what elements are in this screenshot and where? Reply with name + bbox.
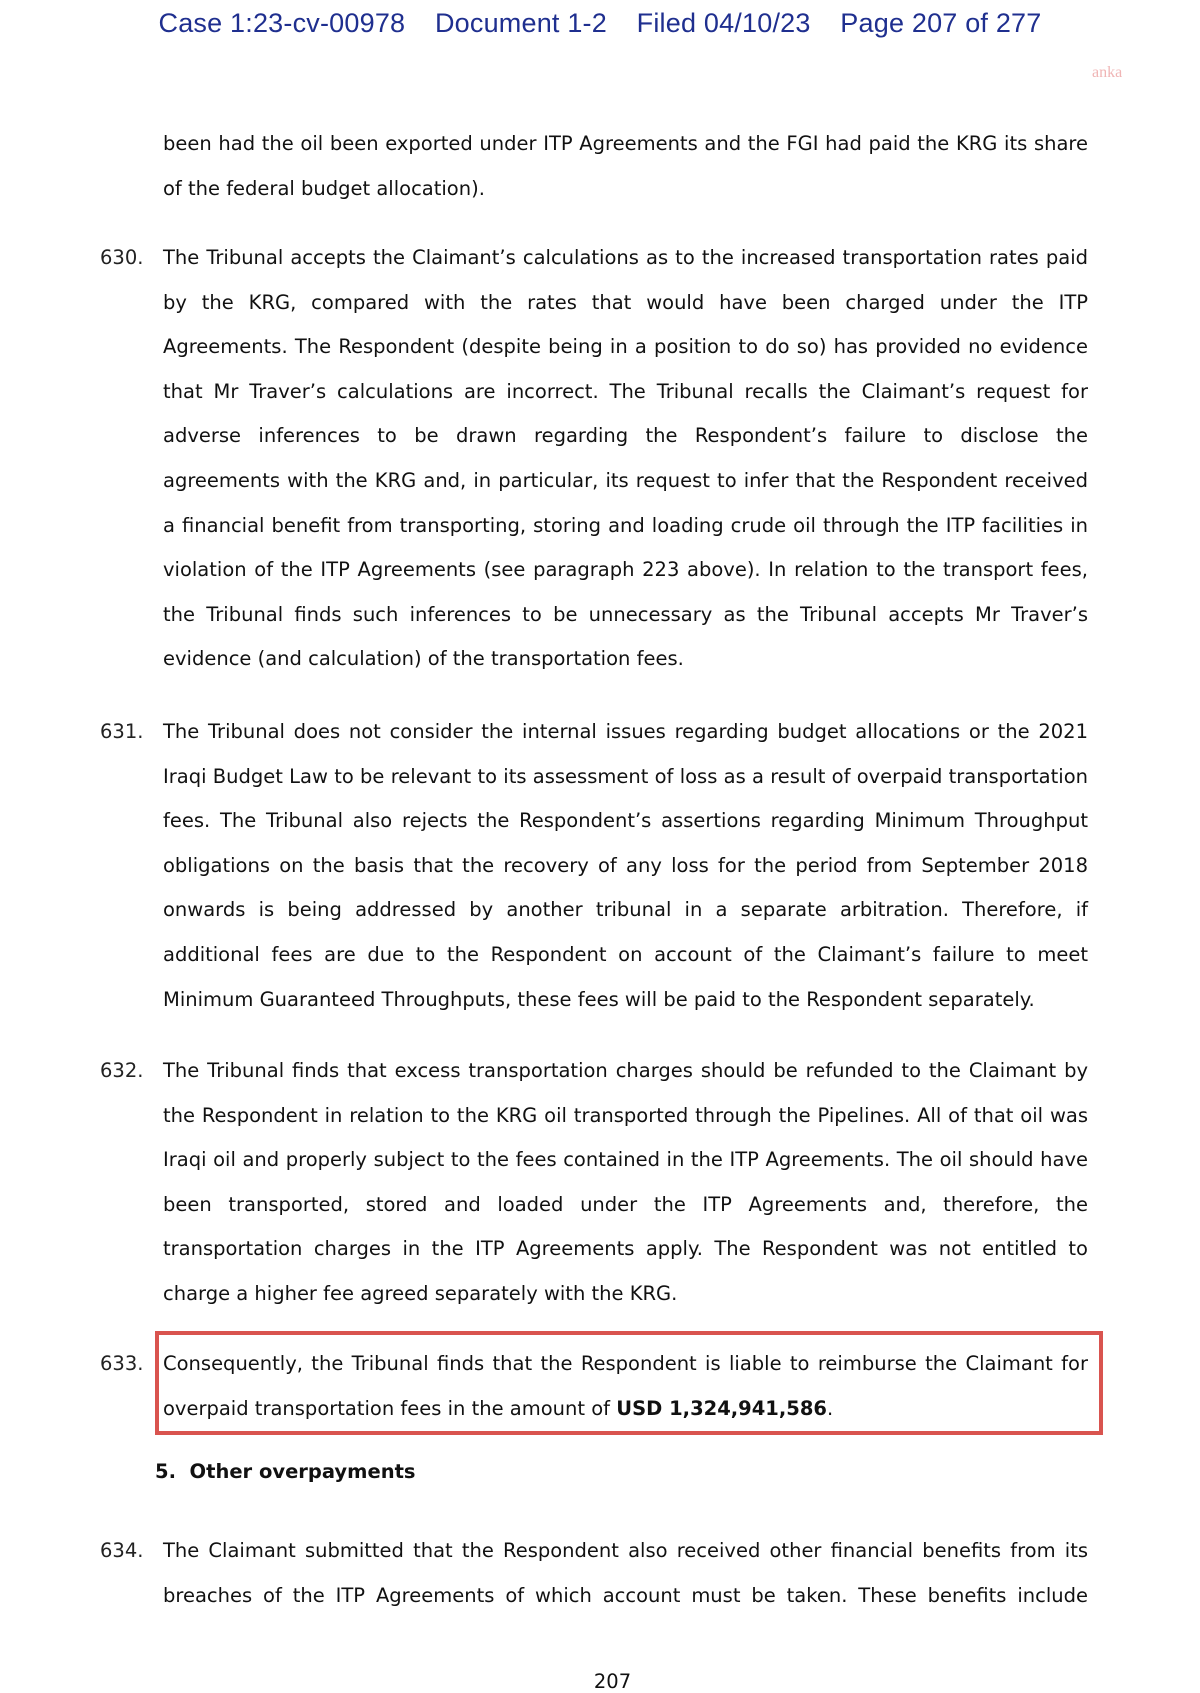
paragraph-633-text: Consequently, the Tribunal finds that the Respondent is liable to reimburse the Claimant for overpaid transportation fees in the amount of: [163, 1352, 1088, 1420]
continuation-paragraph: been had the oil been exported under ITP Agreements and the FGI had paid the KRG its share of the federal budget allocation).: [163, 132, 1088, 200]
paragraph-number-633: 633.: [100, 1352, 144, 1375]
page-number: 207: [593, 1670, 632, 1693]
paragraph-number-631: 631.: [100, 720, 144, 743]
case-number: Case 1:23-cv-00978: [158, 8, 406, 38]
filed-date: Filed 04/10/23: [636, 8, 811, 38]
paragraph-number-634: 634.: [100, 1539, 144, 1562]
award-amount: USD 1,324,941,586: [616, 1396, 827, 1420]
paragraph-630: The Tribunal accepts the Claimant’s calculations as to the increased transportation rates paid by the KRG, compared with the rates that would have been charged under the ITP Agreements. The Respondent (despite being in a position to do so) has provided no evidence that Mr Traver’s calculations are incorrect. The Tribunal recalls the Claimant’s request for adverse inferences to be drawn regarding the Respondent’s failure to disclose the agreements with the KRG and, in particular, its request to infer that the Respondent received a financial benefit from transporting, storing and loading crude oil through the ITP facilities in violation of the ITP Agreements (see paragraph 223 above). In relation to the transport fees, the Tribunal finds such inferences to be unnecessary as the Tribunal accepts Mr Traver’s evidence (and calculation) of the transportation fees.: [163, 246, 1088, 671]
paragraph-number-630: 630.: [100, 246, 144, 269]
watermark: anka: [1092, 64, 1123, 81]
paragraph-634: The Claimant submitted that the Respondent also received other financial benefits from its breaches of the ITP Agreements of which account must be taken. These benefits include: [163, 1539, 1088, 1607]
case-header: [0, 8, 1200, 39]
paragraph-number-632: 632.: [100, 1059, 144, 1082]
page-indicator: Page 207 of 277: [840, 8, 1042, 38]
section-heading: 5. Other overpayments: [155, 1460, 416, 1483]
document-number: Document 1-2: [434, 8, 607, 38]
paragraph-633-end: .: [827, 1396, 834, 1420]
paragraph-631: The Tribunal does not consider the internal issues regarding budget allocations or the 2021 Iraqi Budget Law to be relevant to its assessment of loss as a result of overpaid transportation fees. The Tribunal also rejects the Respondent’s assertions regarding Minimum Throughput obligations on the basis that the recovery of any loss for the period from September 2018 onwards is being addressed by another tribunal in a separate arbitration. Therefore, if additional fees are due to the Respondent on account of the Claimant’s failure to meet Minimum Guaranteed Throughputs, these fees will be paid to the Respondent separately.: [163, 720, 1088, 1011]
paragraph-632: The Tribunal finds that excess transportation charges should be refunded to the Claimant by the Respondent in relation to the KRG oil transported through the Pipelines. All of that oil was Iraqi oil and properly subject to the fees contained in the ITP Agreements. The oil should have been transported, stored and loaded under the ITP Agreements and, therefore, the transportation charges in the ITP Agreements apply. The Respondent was not entitled to charge a higher fee agreed separately with the KRG.: [163, 1059, 1088, 1305]
paragraph-633: [163, 1342, 1088, 1431]
